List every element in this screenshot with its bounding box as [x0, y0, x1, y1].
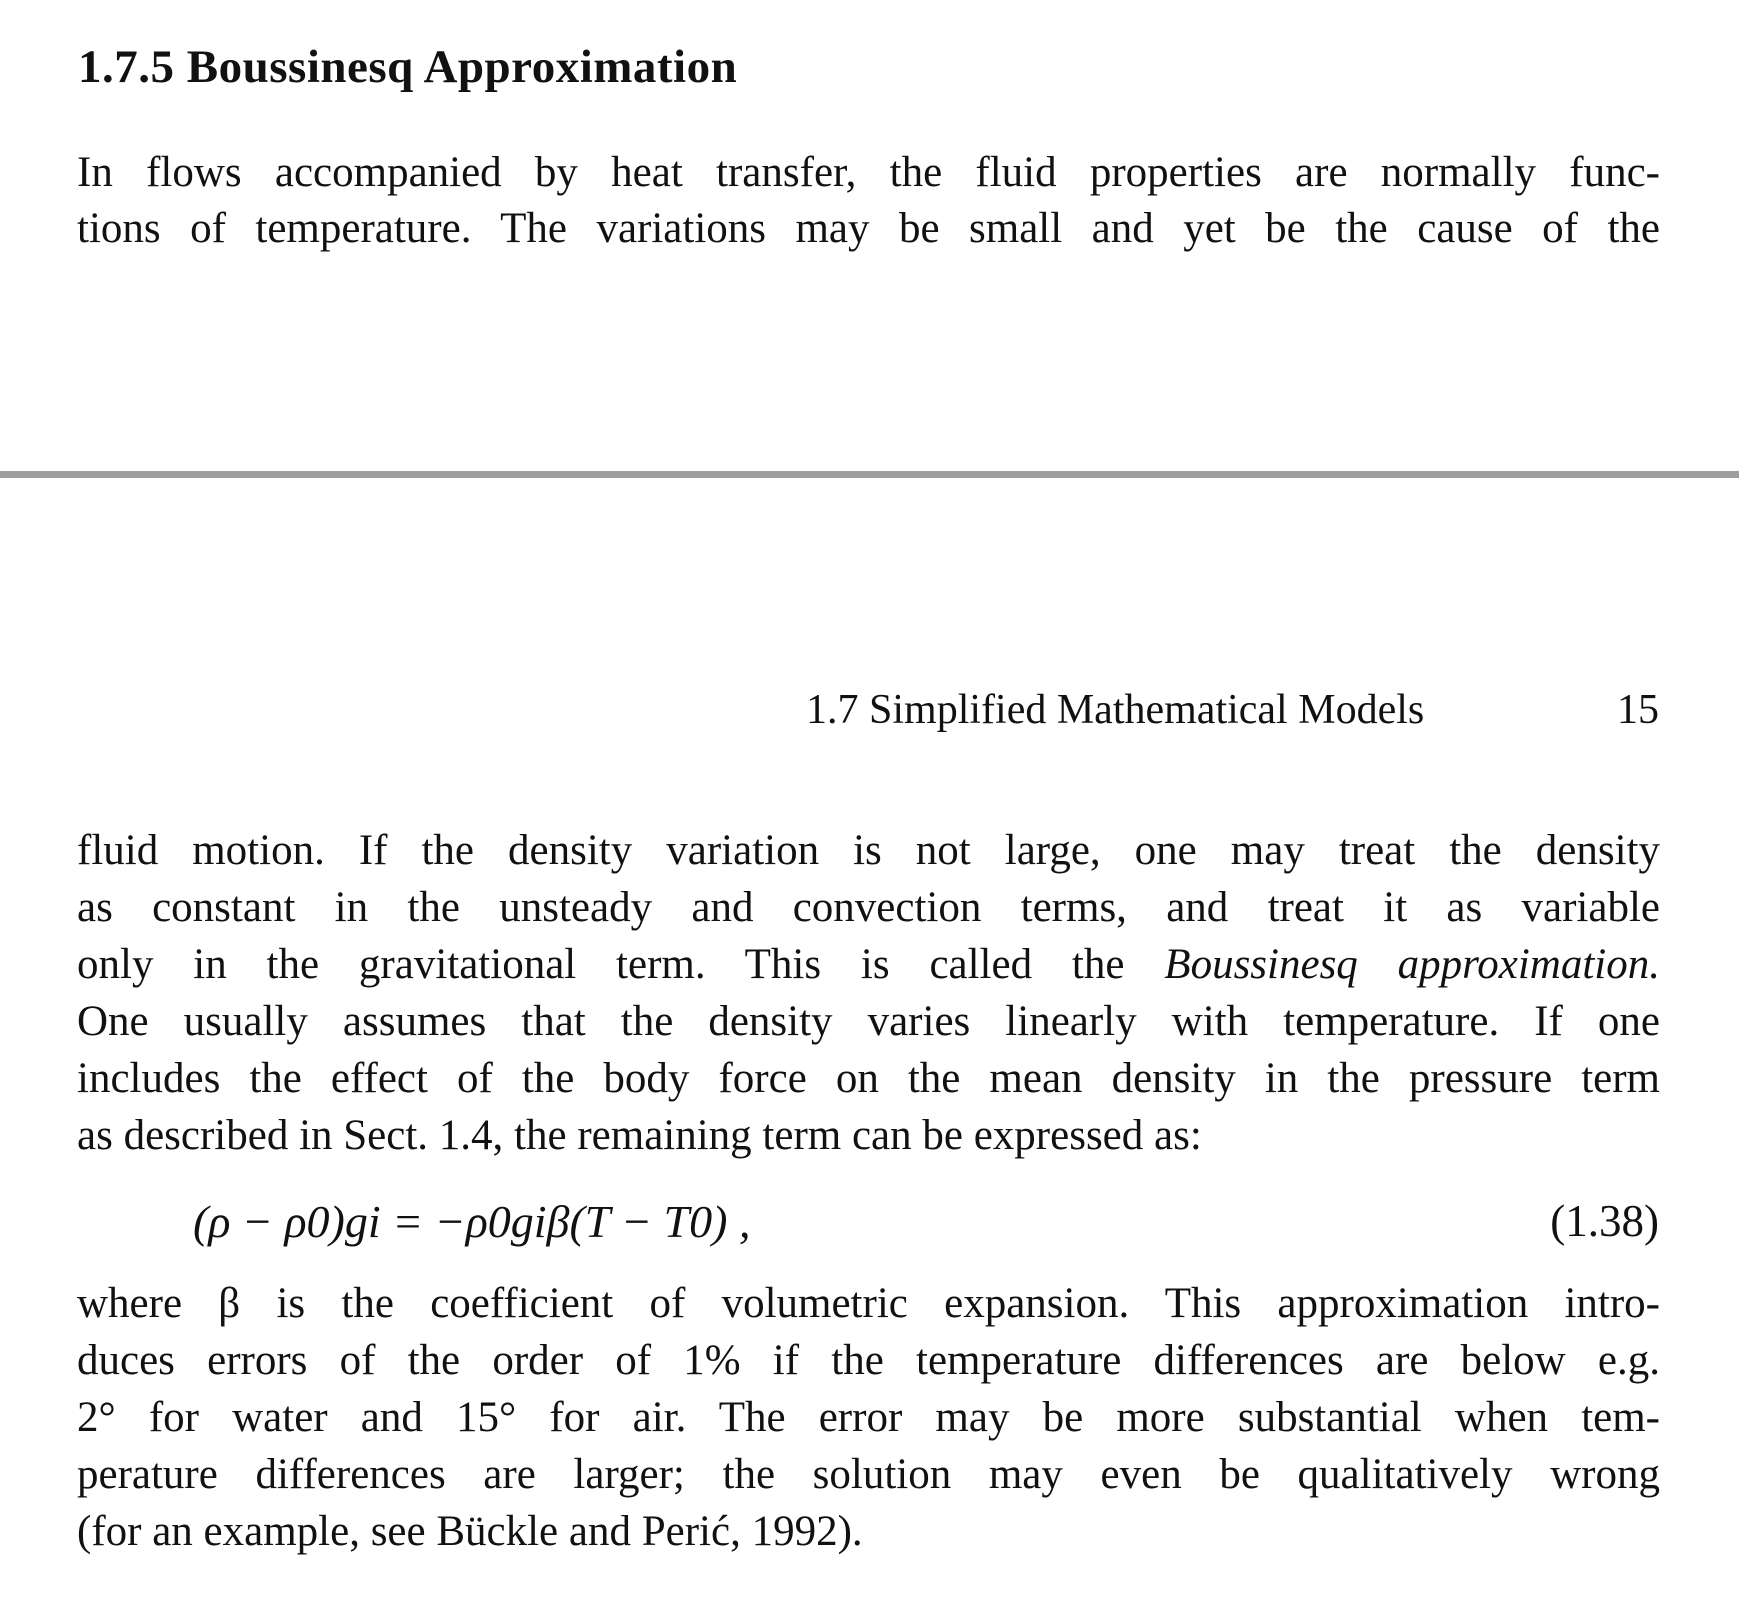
text-line [77, 937, 1660, 993]
text-line: fluid motion. If the density variation is not large, one may treat the density [77, 827, 1660, 874]
text-line: perature differences are larger; the solution may even be qualitatively wrong [77, 1451, 1660, 1498]
section-heading: 1.7.5 Boussinesq Approximation [78, 41, 738, 93]
italic-term: Boussinesq approximation. [1164, 941, 1660, 988]
equation: (ρ − ρ0)gi = −ρ0giβ(T − T0) , [193, 1196, 751, 1247]
text-line: includes the effect of the body force on the mean density in the pressure term [77, 1055, 1660, 1102]
text-line: where β is the coefficient of volumetric expansion. This approximation intro- [77, 1280, 1660, 1327]
equation-number: (1.38) [1550, 1196, 1659, 1246]
text-line: 2° for water and 15° for air. The error may be more substantial when tem- [77, 1394, 1660, 1441]
running-head-title: 1.7 Simplified Mathematical Models [806, 687, 1425, 733]
page-number: 15 [1617, 687, 1659, 733]
text-line: (for an example, see Bückle and Perić, 1992). [77, 1508, 863, 1555]
text-line: One usually assumes that the density varies linearly with temperature. If one [77, 998, 1660, 1045]
text-line: as constant in the unsteady and convection terms, and treat it as variable [77, 884, 1660, 931]
text-line: as described in Sect. 1.4, the remaining term can be expressed as: [77, 1112, 1202, 1159]
text-line: In flows accompanied by heat transfer, the fluid properties are normally func- [77, 149, 1660, 196]
text-span: only in the gravitational term. This is called the [77, 941, 1165, 988]
text-line: tions of temperature. The variations may be small and yet be the cause of the [77, 205, 1660, 252]
text-line: duces errors of the order of 1% if the temperature differences are below e.g. [77, 1337, 1660, 1384]
page-divider [0, 471, 1739, 478]
